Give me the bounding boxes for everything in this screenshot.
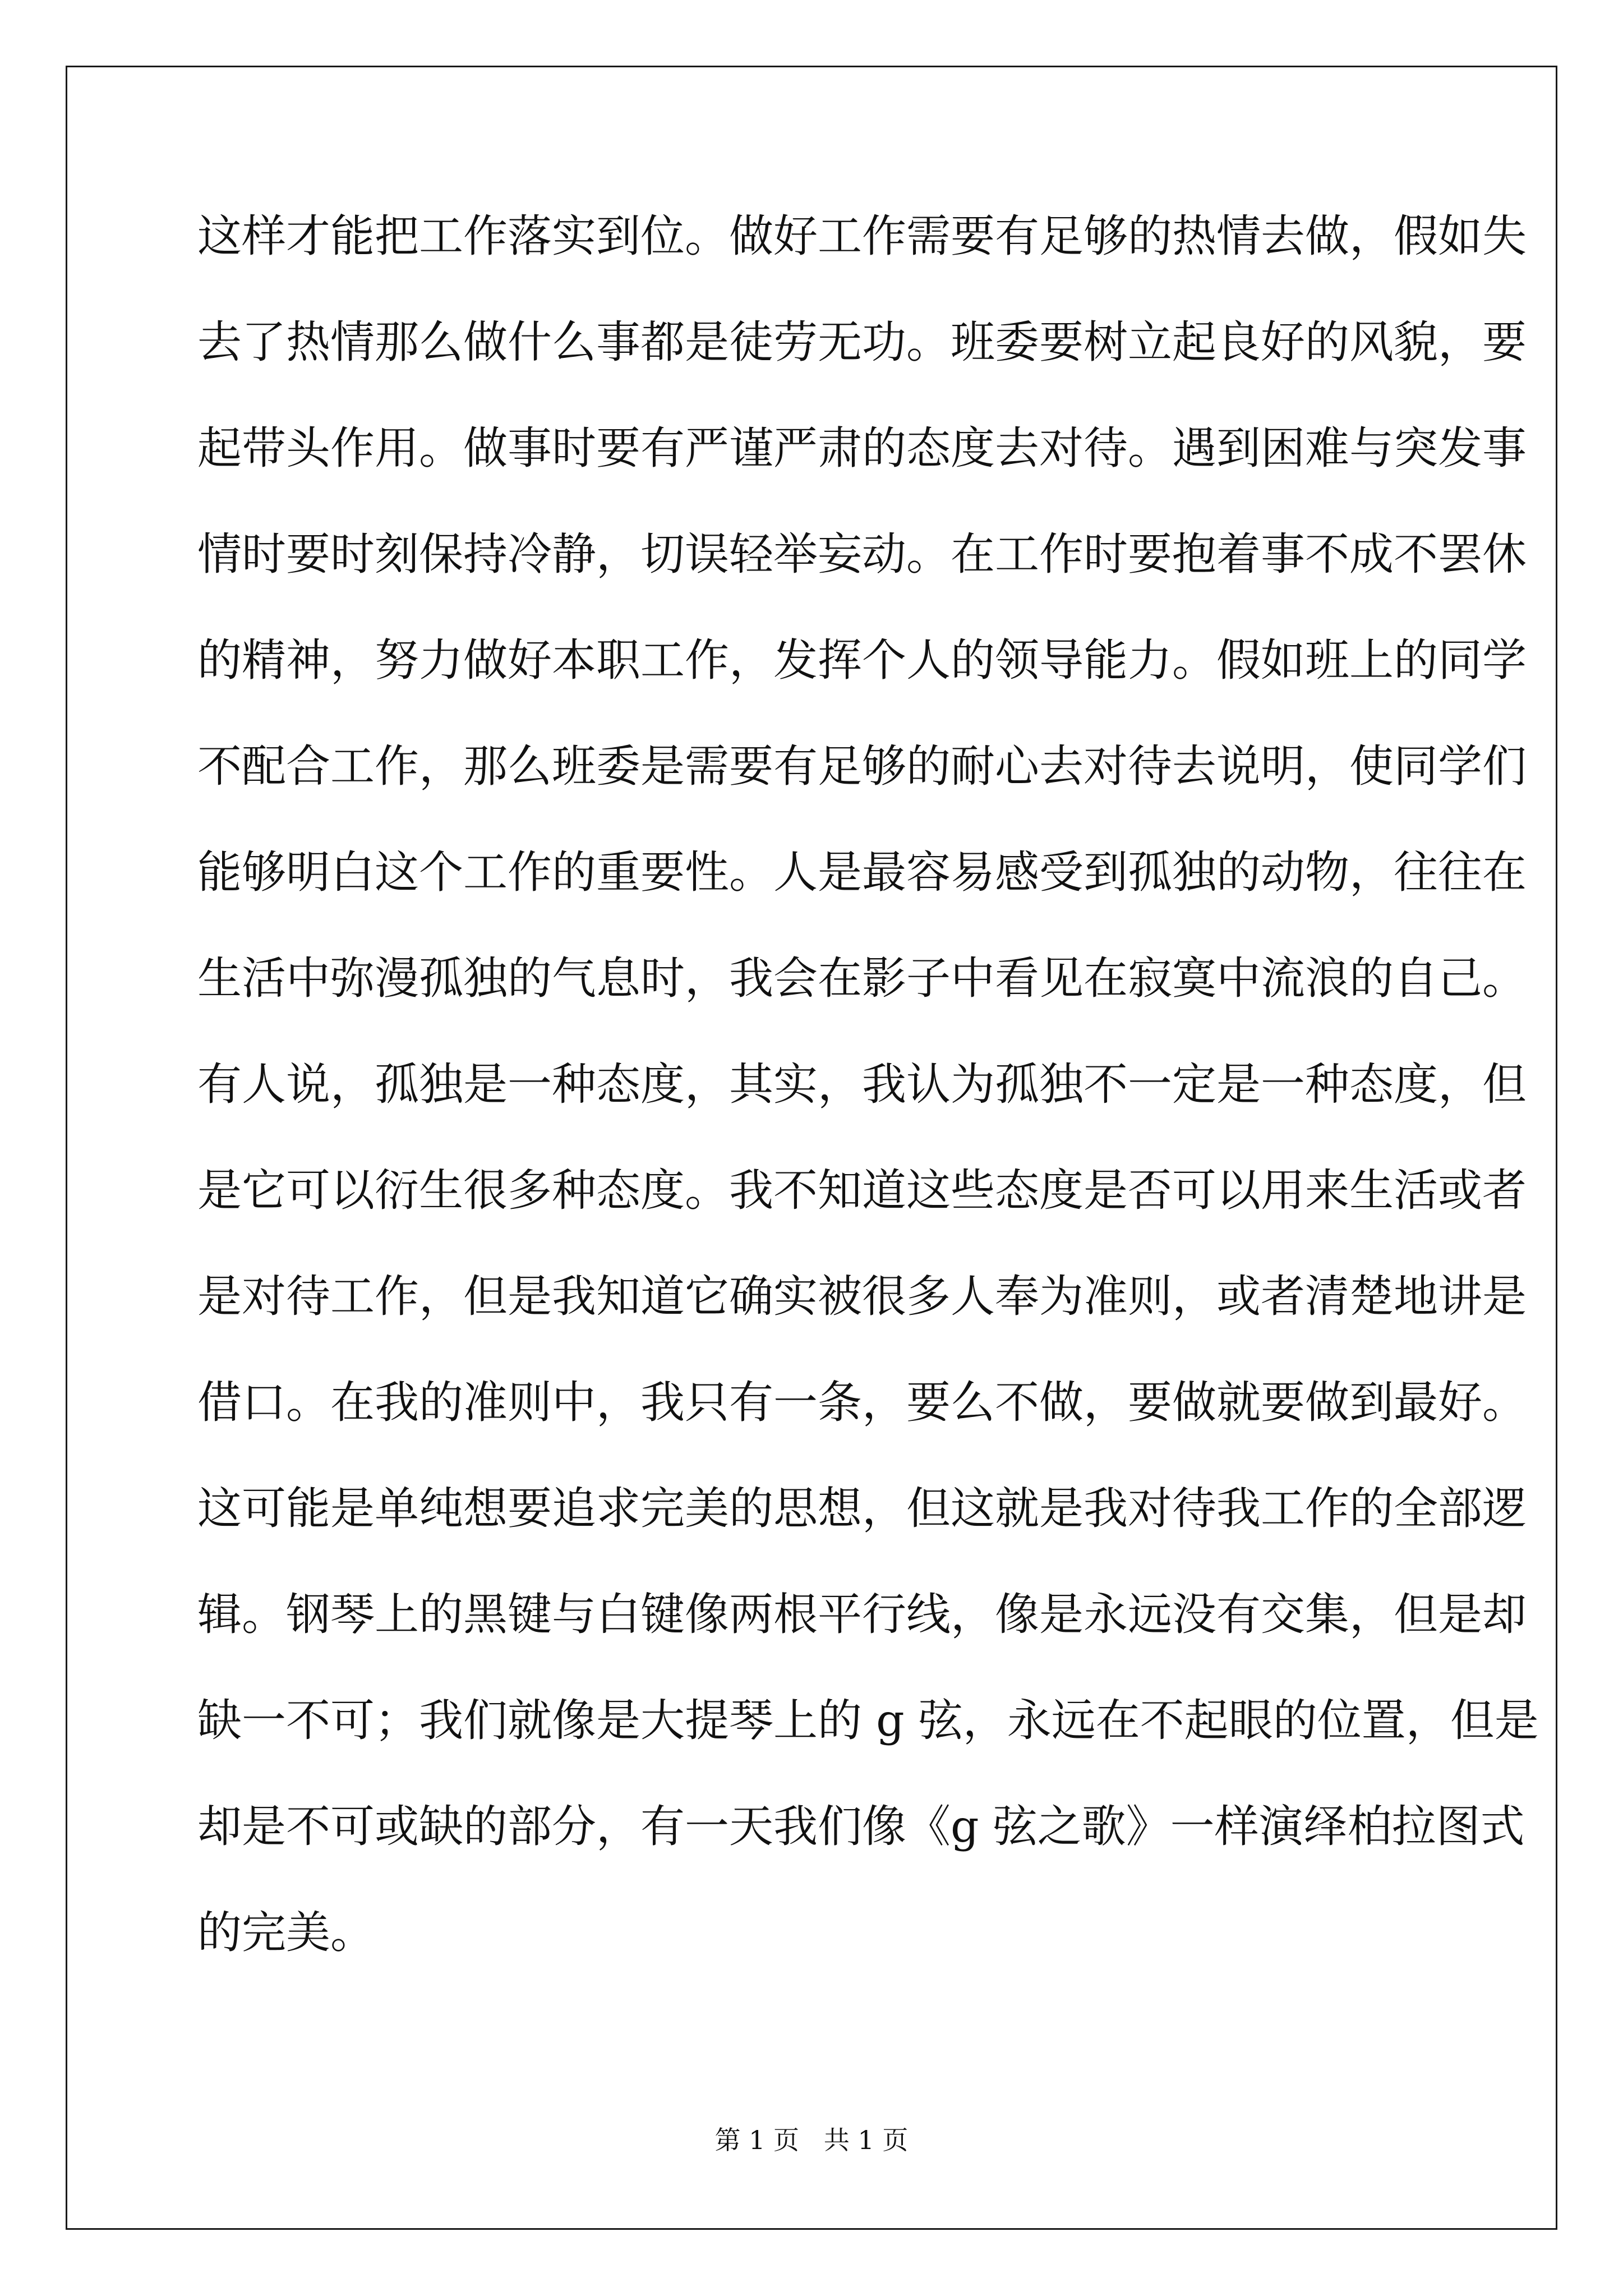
text-line: 情时要时刻保持冷静，切误轻举妄动。在工作时要抱着事不成不罢休 bbox=[197, 528, 1527, 580]
text-line: 辑。钢琴上的黑键与白键像两根平行线，像是永远没有交集，但是却 bbox=[197, 1589, 1527, 1640]
text-line: 去了热情那么做什么事都是徒劳无功。班委要树立起良好的风貌，要 bbox=[197, 316, 1527, 368]
text-line: 能够明白这个工作的重要性。人是最容易感受到孤独的动物，往往在 bbox=[197, 846, 1527, 898]
text-line: 有人说，孤独是一种态度，其实，我认为孤独不一定是一种态度，但 bbox=[197, 1059, 1527, 1110]
text-line: 的完美。 bbox=[197, 1907, 375, 1958]
page-number-footer: 第 1 页 共 1 页 bbox=[714, 2125, 909, 2155]
text-line: 缺一不可；我们就像是大提琴上的 g 弦，永远在不起眼的位置，但是 bbox=[197, 1695, 1539, 1746]
text-line: 起带头作用。做事时要有严谨严肃的态度去对待。遇到困难与突发事 bbox=[197, 422, 1527, 474]
text-line: 是它可以衍生很多种态度。我不知道这些态度是否可以用来生活或者 bbox=[197, 1165, 1527, 1216]
text-line: 这样才能把工作落实到位。做好工作需要有足够的热情去做，假如失 bbox=[197, 210, 1527, 262]
text-line: 借口。在我的准则中，我只有一条，要么不做，要做就要做到最好。 bbox=[197, 1377, 1527, 1428]
document-body bbox=[197, 210, 1539, 2017]
text-line: 不配合工作，那么班委是需要有足够的耐心去对待去说明，使同学们 bbox=[197, 740, 1527, 792]
text-line: 是对待工作，但是我知道它确实被很多人奉为准则，或者清楚地讲是 bbox=[197, 1271, 1527, 1322]
text-line: 生活中弥漫孤独的气息时，我会在影子中看见在寂寞中流浪的自己。 bbox=[197, 953, 1527, 1004]
text-line: 这可能是单纯想要追求完美的思想，但这就是我对待我工作的全部逻 bbox=[197, 1483, 1527, 1534]
text-line: 却是不可或缺的部分，有一天我们像《g 弦之歌》一样演绎柏拉图式 bbox=[197, 1801, 1525, 1852]
text-line: 的精神，努力做好本职工作，发挥个人的领导能力。假如班上的同学 bbox=[197, 634, 1527, 686]
